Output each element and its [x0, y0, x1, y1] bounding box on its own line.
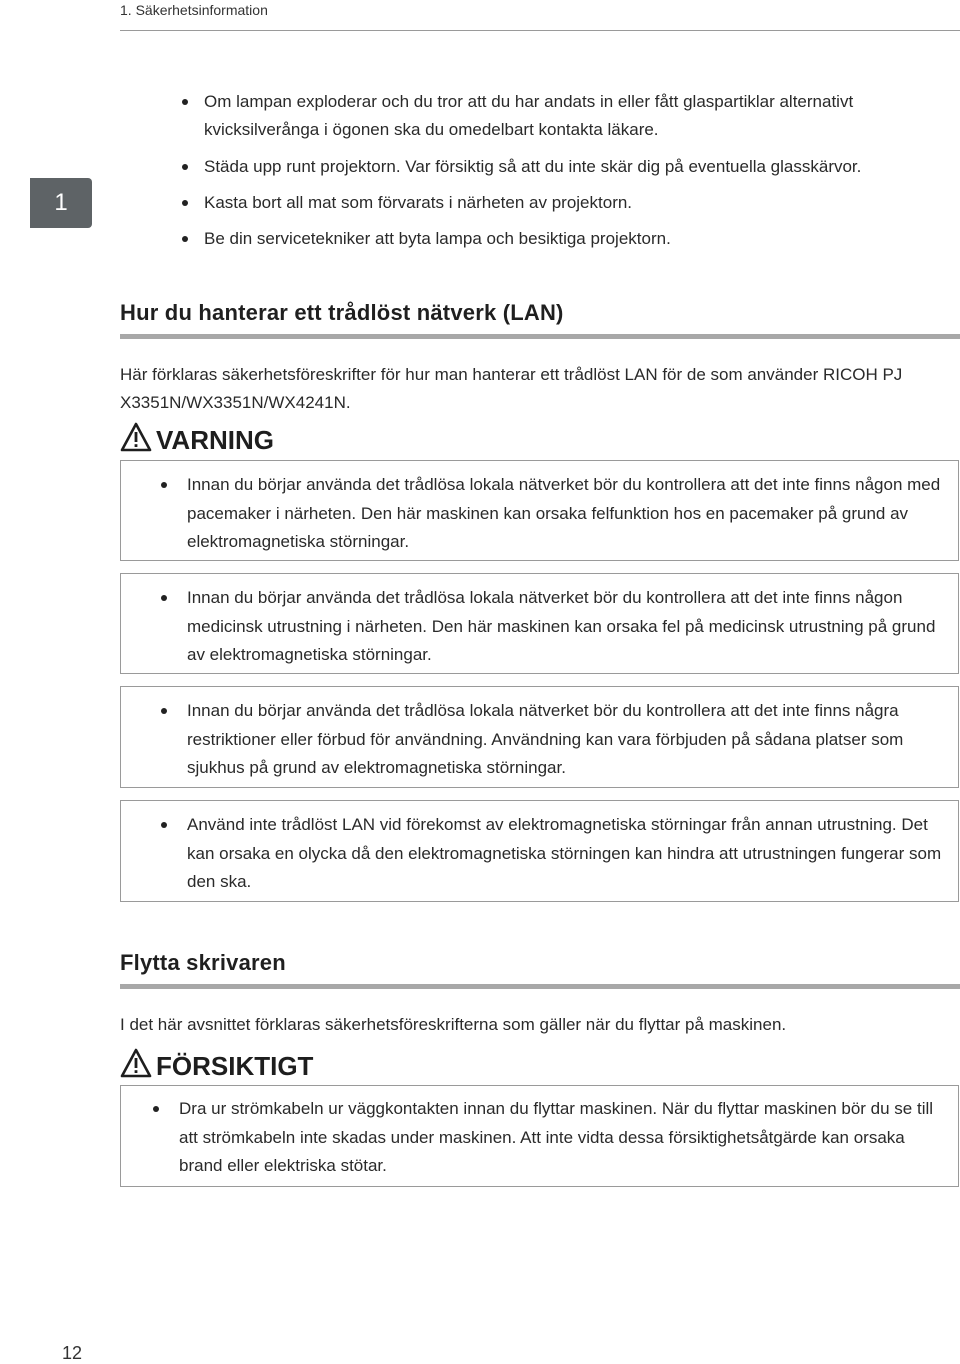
running-header: 1. Säkerhetsinformation [120, 2, 268, 18]
list-item: Kasta bort all mat som förvarats i närheten av projektorn. [182, 189, 922, 217]
section-rule [120, 984, 960, 989]
warning-triangle-icon [120, 1048, 152, 1085]
caution-heading [120, 1048, 313, 1085]
warning-item: Använd inte trådlöst LAN vid förekomst av elektromagnetiska störningar från annan utrustning. Det kan orsaka en olycka då den elektromagnetiska störningen kan hindra att utrustningen fungerar som den ska. [161, 811, 942, 897]
section-rule [120, 334, 960, 339]
warning-box [120, 573, 959, 674]
caution-box [120, 1085, 959, 1187]
intro-bullet-list [182, 88, 922, 261]
header-divider [120, 30, 960, 31]
list-item: Be din servicetekniker att byta lampa och besiktiga projektorn. [182, 225, 922, 253]
warning-box [120, 460, 959, 561]
chapter-tab: 1 [30, 178, 92, 228]
warning-heading [120, 422, 274, 459]
warning-item: Innan du börjar använda det trådlösa lokala nätverket bör du kontrollera att det inte finns någon med pacemaker i närheten. Den här maskinen kan orsaka felfunktion hos en pacemaker på grund av elektromagnetiska störningar. [161, 471, 942, 557]
warning-label: VARNING [156, 425, 274, 455]
warning-item: Innan du börjar använda det trådlösa lokala nätverket bör du kontrollera att det inte finns några restriktioner eller förbud för användning. Användning kan vara förbjuden på sådana platser som sjukhus på grund av elektromagnetiska störningar. [161, 697, 942, 783]
caution-label: FÖRSIKTIGT [156, 1051, 314, 1081]
warning-triangle-icon [120, 422, 152, 459]
list-item: Städa upp runt projektorn. Var försiktig så att du inte skär dig på eventuella glasskärvor. [182, 153, 922, 181]
warning-box [120, 686, 959, 788]
section-description-wireless: Här förklaras säkerhetsföreskrifter för hur man hanterar ett trådlöst LAN för de som använder RICOH PJ X3351N/WX3351N/WX4241N. [120, 365, 903, 412]
section-description-moving: I det här avsnittet förklaras säkerhetsföreskrifterna som gäller när du flyttar på maskinen. [120, 1015, 787, 1034]
warning-box [120, 800, 959, 902]
page-number: 12 [62, 1343, 83, 1363]
section-title-wireless: Hur du hanterar ett trådlöst nätverk (LAN) [120, 300, 564, 325]
section-title-moving: Flytta skrivaren [120, 950, 286, 975]
caution-item: Dra ur strömkabeln ur väggkontakten innan du flyttar maskinen. När du flyttar maskinen bör du se till att strömkabeln inte skadas under maskinen. Att inte vidta dessa försiktighetsåtgärde kan orsaka brand eller elektriska stötar. [153, 1095, 938, 1181]
warning-item: Innan du börjar använda det trådlösa lokala nätverket bör du kontrollera att det inte finns någon medicinsk utrustning i närheten. Den här maskinen kan orsaka fel på medicinsk utrustning på grund av elektromagnetiska störningar. [161, 584, 942, 670]
list-item: Om lampan exploderar och du tror att du har andats in eller fått glaspartiklar alternativt kvicksilverånga i ögonen ska du omedelbart kontakta läkare. [182, 88, 922, 144]
